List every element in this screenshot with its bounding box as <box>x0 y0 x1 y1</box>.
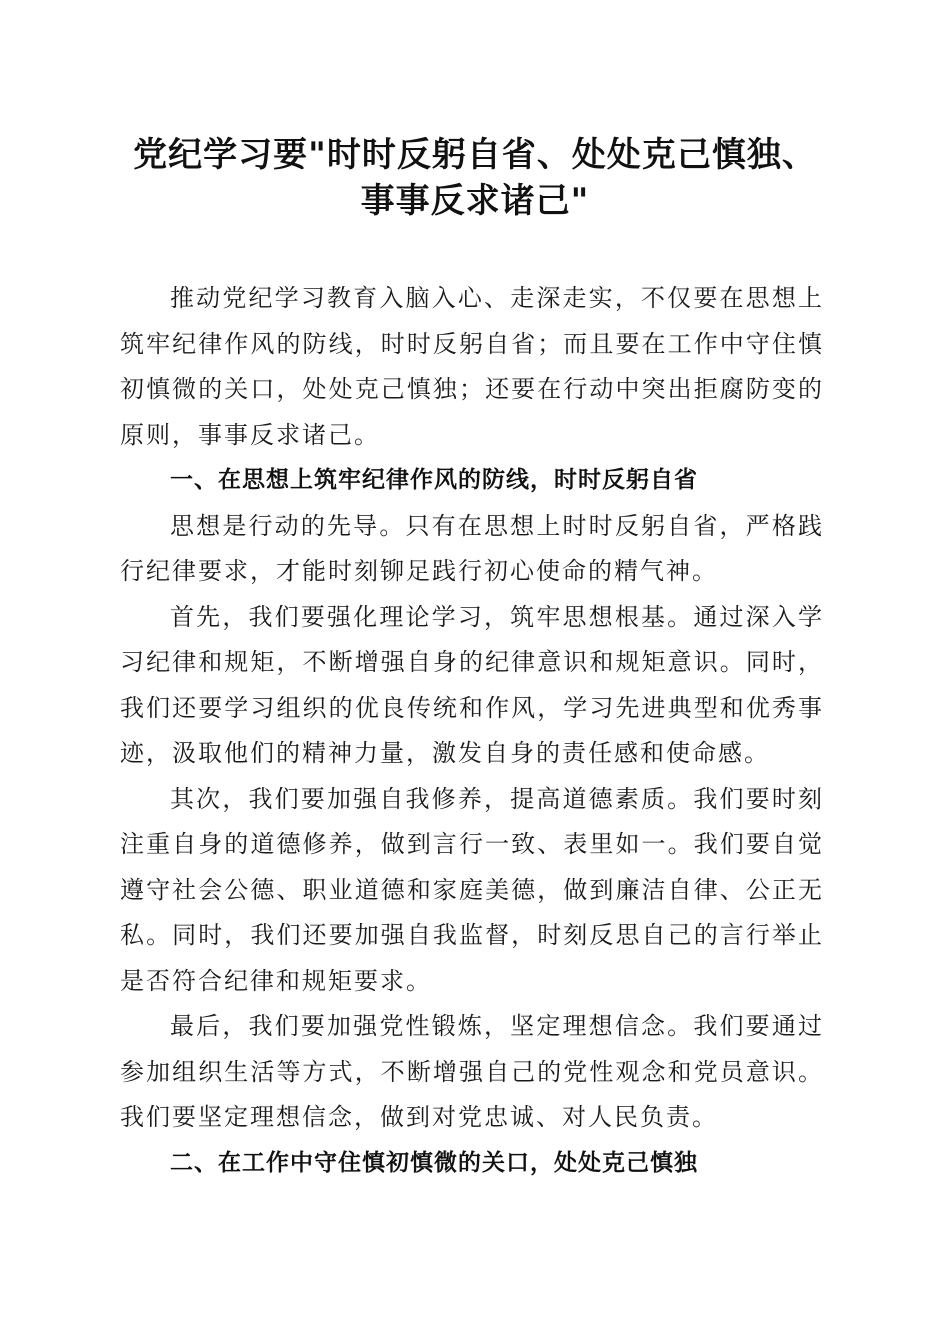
section-heading-2: 二、在工作中守住慎初慎微的关口，处处克己慎独 <box>170 1149 698 1176</box>
intro-paragraph: 推动党纪学习教育入脑入心、走深走实，不仅要在思想上筑牢纪律作风的防线，时时反躬自省；而且要在工作中守住慎初慎微的关口，处处克己慎独；还要在行动中突出拒腐防变的原则，事事反求诸己。 <box>120 284 824 449</box>
body-paragraph: 最后，我们要加强党性锻炼，坚定理想信念。我们要通过参加组织生活等方式，不断增强自己的党性观念和党员意识。我们要坚定理想信念，做到对党忠诚、对人民负责。 <box>120 1012 824 1131</box>
title-line-1: 党纪学习要"时时反躬自省、处处克己慎独、 <box>133 135 817 175</box>
body-paragraph: 其次，我们要加强自我修养，提高道德素质。我们要时刻注重自身的道德修养，做到言行一致、表里如一。我们要自觉遵守社会公德、职业道德和家庭美德，做到廉洁自律、公正无私。同时，我们还要加强自我监督，时刻反思自己的言行举止是否符合纪律和规矩要求。 <box>120 784 824 995</box>
section-heading-1: 一、在思想上筑牢纪律作风的防线，时时反躬自省 <box>170 467 698 493</box>
document-body <box>120 276 824 1186</box>
document-title <box>110 132 840 224</box>
body-paragraph: 思想是行动的先导。只有在思想上时时反躬自省，严格践行纪律要求，才能时刻铆足践行初心使命的精气神。 <box>120 511 824 585</box>
title-line-2: 事事反求诸己" <box>360 181 590 221</box>
body-paragraph: 首先，我们要强化理论学习，筑牢思想根基。通过深入学习纪律和规矩，不断增强自身的纪律意识和规矩意识。同时，我们还要学习组织的优良传统和作风，学习先进典型和优秀事迹，汲取他们的精神力量，激发自身的责任感和使命感。 <box>120 602 824 767</box>
